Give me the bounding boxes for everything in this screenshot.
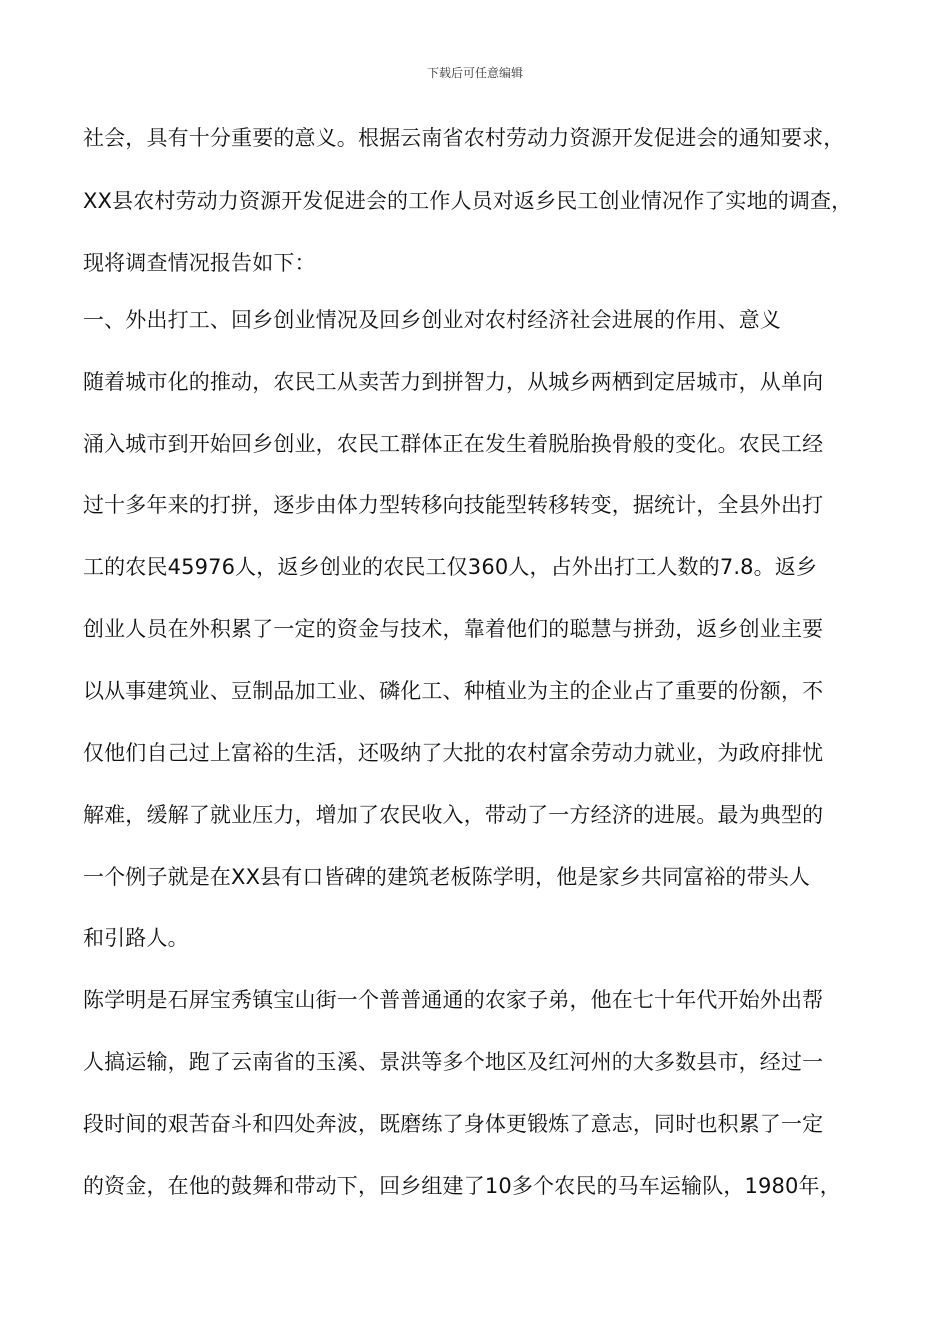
body-line: 工的农民45976人，返乡创业的农民工仅360人，占外出打工人数的7.8。返乡 <box>83 555 818 579</box>
body-line: 现将调查情况报告如下： <box>83 251 316 275</box>
body-line: 人搞运输，跑了云南省的玉溪、景洪等多个地区及红河州的大多数县市，经过一 <box>83 1050 824 1074</box>
body-line: 的资金，在他的鼓舞和带动下，回乡组建了10多个农民的马车运输队，1980年， <box>83 1174 841 1198</box>
body-line: 涌入城市到开始回乡创业，农民工群体正在发生着脱胎换骨般的变化。农民工经 <box>83 432 824 456</box>
body-line: 创业人员在外积累了一定的资金与技术，靠着他们的聪慧与拼劲，返乡创业主要 <box>83 617 824 641</box>
body-line: 过十多年来的打拼，逐步由体力型转移向技能型转移转变，据统计，全县外出打 <box>83 493 824 517</box>
page-header-note: 下载后可任意编辑 <box>426 66 523 80</box>
body-line: 以从事建筑业、豆制品加工业、磷化工、种植业为主的企业占了重要的份额，不 <box>83 679 824 703</box>
body-line: XX县农村劳动力资源开发促进会的工作人员对返乡民工创业情况作了实地的调查， <box>83 189 853 213</box>
body-line: 仅他们自己过上富裕的生活，还吸纳了大批的农村富余劳动力就业，为政府排忧 <box>83 741 824 765</box>
body-line: 段时间的艰苦奋斗和四处奔波，既磨练了身体更锻炼了意志，同时也积累了一定 <box>83 1112 824 1136</box>
body-line: 和引路人。 <box>83 926 189 950</box>
body-line: 陈学明是石屏宝秀镇宝山街一个普普通通的农家子弟，他在七十年代开始外出帮 <box>83 988 824 1012</box>
body-line: 解难，缓解了就业压力，增加了农民收入，带动了一方经济的进展。最为典型的 <box>83 803 824 827</box>
body-line: 随着城市化的推动，农民工从卖苦力到拼智力，从城乡两栖到定居城市，从单向 <box>83 370 824 394</box>
body-line: 社会，具有十分重要的意义。根据云南省农村劳动力资源开发促进会的通知要求， <box>83 126 845 150</box>
section-heading: 一、外出打工、回乡创业情况及回乡创业对农村经济社会进展的作用、意义 <box>83 308 781 332</box>
body-line: 一个例子就是在XX县有口皆碑的建筑老板陈学明，他是家乡共同富裕的带头人 <box>83 865 811 889</box>
